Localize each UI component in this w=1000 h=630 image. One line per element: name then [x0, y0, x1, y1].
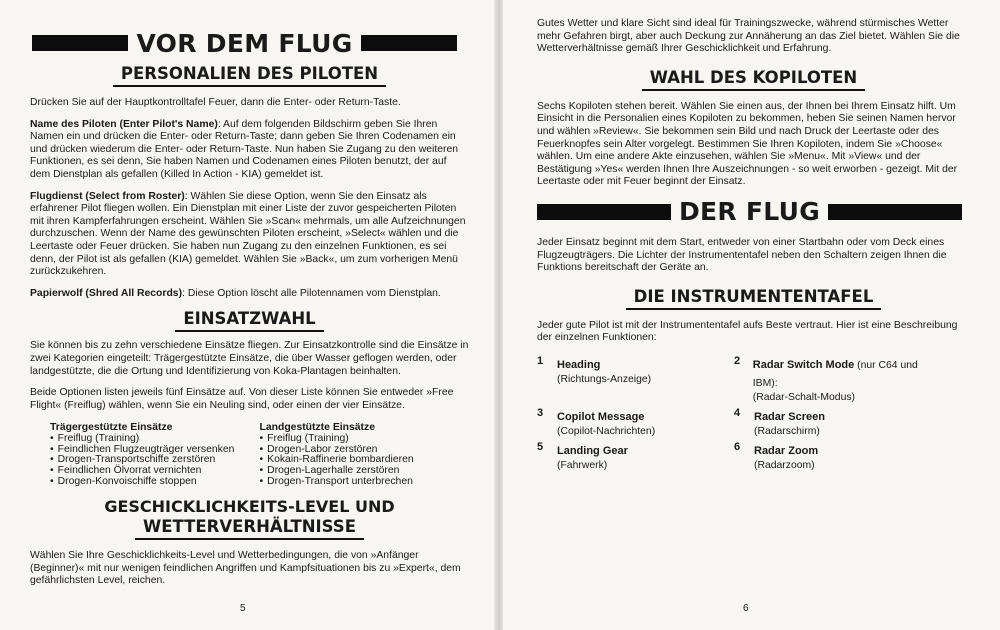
list-item: • Feindlichen Ölvorrat vernichten: [50, 466, 260, 477]
banner-title: DER FLUG: [678, 197, 821, 227]
heading-personalien: PERSONALIEN DES PILOTEN: [30, 64, 469, 87]
mission-lists: [50, 422, 469, 487]
list-item: • Freiflug (Training): [260, 434, 470, 445]
instrument-list: [537, 355, 970, 475]
heading-kopilot: WAHL DES KOPILOTEN: [537, 68, 970, 91]
list-item: • Drogen-Lagerhalle zerstören: [260, 466, 470, 477]
page-number-left: 5: [240, 603, 246, 614]
right-page: [503, 0, 1000, 630]
instrument-item-5: 5 Landing Gear (Fahrwerk): [537, 440, 628, 471]
einsatzwahl-p2: Beide Optionen listen jeweils fünf Einsätze auf. Von dieser Liste können Sie entweder »Free Flight« (Freiflug) wählen, wenn Sie ein Neuling sind, oder einen der vier Einsätze.: [30, 387, 454, 411]
einsatzwahl-body: [30, 340, 469, 412]
section-banner-der-flug: [537, 197, 962, 227]
instrument-item-3: 3 Copilot Message (Copilot-Nachrichten): [537, 406, 656, 437]
left-page: [0, 0, 497, 630]
list-item: • Drogen-Konvoischiffe stoppen: [50, 477, 260, 488]
banner-bar-right: [361, 35, 457, 51]
land-missions: [260, 422, 470, 487]
instrument-text: Jeder gute Pilot ist mit der Instrumententafel aufs Beste vertraut. Hier ist eine Beschreibung der einzelnen Funktionen:: [537, 319, 958, 344]
weather-text: Gutes Wetter und klare Sicht sind ideal für Trainingszwecke, während stürmisches Wetter mehr Gefahren birgt, aber auch Deckung zur Annäherung an das Ziel bietet. Wählen Sie die Wetterverhältnisse gemäß Ihrer Geschicklichkeit und Erfahrung.: [537, 18, 960, 55]
personalien-body: [30, 97, 469, 300]
paragraph-roster: Flugdienst (Select from Roster): Wählen Sie diese Option, wenn Sie den Einsatz als erfahrener Pilot fliegen wollen. Ein Dienstplan mit einer Liste der zuvor gespeicherten Piloten mit ihren Kampferfahrungen erscheint. Wählen Sie »Scan« mehrmals, um alle Aufzeichnungen durchzuschen. Wenn der Name des gewünschten Piloten erscheint, »Select« wählen und die Leertaste oder Feuer drücken. Sie haben nun Zugang zu den einzelnen Funktionen, es sei denn, der Pilot ist als gefallen (KIA) gemeldet. Wählen Sie »Back«, um zum vorherigen Menü zurückzukehren.: [30, 190, 466, 278]
banner-bar-left: [32, 35, 128, 51]
section-banner-vor-dem-flug: [32, 28, 457, 58]
heading-geschick-line2: WETTERVERHÄLTNISSE: [135, 517, 364, 540]
banner-title: VOR DEM FLUG: [136, 28, 353, 58]
geschick-text: Wählen Sie Ihre Geschicklichkeits-Level und Wetterbedingungen, die von »Anfänger (Beginner)« mit nur wenigen feindlichen Angriffen und Kampfsituationen bis zu »Expert«, dem gefährlichsten Level, reichen.: [30, 550, 461, 587]
land-missions-title: Landgestützte Einsätze: [259, 422, 375, 434]
heading-einsatzwahl: EINSATZWAHL: [30, 309, 469, 332]
list-item: • Drogen-Labor zerstören: [260, 445, 470, 456]
personalien-intro: Drücken Sie auf der Hauptkontrolltafel Feuer, dann die Enter- oder Return-Taste.: [30, 97, 401, 108]
banner-bar-left: [537, 204, 671, 220]
carrier-missions-title: Trägergestützte Einsätze: [50, 422, 173, 434]
banner-bar-right: [828, 204, 962, 220]
list-item: • Drogen-Transportschiffe zerstören: [50, 455, 260, 466]
kopilot-text: Sechs Kopiloten stehen bereit. Wählen Sie einen aus, der Ihnen bei Ihrem Einsatz hilft. Um Einsicht in die Personalien eines Kopiloten zu bekommen, heben Sie seinen Namen hervor und wählen »Review«. Sie bekommen sein Bild und nach Druck der Leertaste oder des Feuerknopfes sein Alter vorgelegt. Bestimmen Sie Ihren Kopiloten, indem Sie »Choose« wählen. Um eine andere Akte einzusehen, wählen Sie »Menu«. Mit »View« und der Bestätigung »Yes« werden Ihnen Ihre Auszeichnungen - so weit erworben - gezeigt. Mit der Leertaste oder mit Feuer beginnt der Einsatz.: [537, 100, 958, 188]
instrument-item-1: 1 Heading (Richtungs-Anzeige): [537, 354, 652, 385]
list-item: • Freiflug (Training): [50, 434, 260, 445]
heading-instrumententafel: DIE INSTRUMENTENTAFEL: [537, 287, 970, 310]
heading-geschick: [30, 497, 469, 540]
instrument-item-4: 4 Radar Screen (Radarschirm): [734, 406, 825, 437]
flug-text: Jeder Einsatz beginnt mit dem Start, entweder von einer Startbahn oder vom Deck eines Flugzeugträgers. Die Lichter der Instrumententafel neben den Schaltern zeigen Ihnen die Funktions bereitschaft der Geräte an.: [537, 236, 947, 274]
paragraph-shred: Papierwolf (Shred All Records): Diese Option löscht alle Pilotennamen vom Dienstplan.: [30, 287, 441, 299]
heading-geschick-line1: GESCHICKLICHKEITS-LEVEL UND: [104, 497, 395, 517]
list-item: • Feindlichen Flugzeugträger versenken: [50, 445, 260, 456]
instrument-item-6: 6 Radar Zoom (Radarzoom): [734, 440, 819, 471]
page-number-right: 6: [743, 603, 749, 614]
paragraph-pilot-name: Name des Piloten (Enter Pilot's Name): Auf dem folgenden Bildschirm geben Sie Ihren Namen ein und drücken die Enter- oder Return-Taste; dann geben Sie Ihren Codenamen ein und drücken wiederum die Enter- oder Return-Taste. Nun haben Sie Zugang zu den weiteren Funktionen, es sei denn, Sie haben Namen und Codenamen eines Piloten benutzt, der auf dem Dienstplan als gefallen (Killed In Action - KIA) gemeldet ist.: [30, 118, 458, 180]
instrument-item-2: 2 Radar Switch Mode (nur C64 und IBM): (Radar-Schalt-Modus): [734, 354, 918, 403]
einsatzwahl-p1: Sie können bis zu zehn verschiedene Einsätze fliegen. Zur Einsatzkontrolle sind die Einsätze in zwei Kategorien eingeteilt: Trägergestützte Einsätze, die über Wasser geflogen werden, oder landgestützte, die die Ortung und Identifizierung von Koka-Plantagen beinhalten.: [30, 340, 469, 377]
carrier-missions: [50, 422, 260, 487]
list-item: • Kokain-Raffinerie bombardieren: [260, 455, 470, 466]
list-item: • Drogen-Transport unterbrechen: [260, 477, 470, 488]
